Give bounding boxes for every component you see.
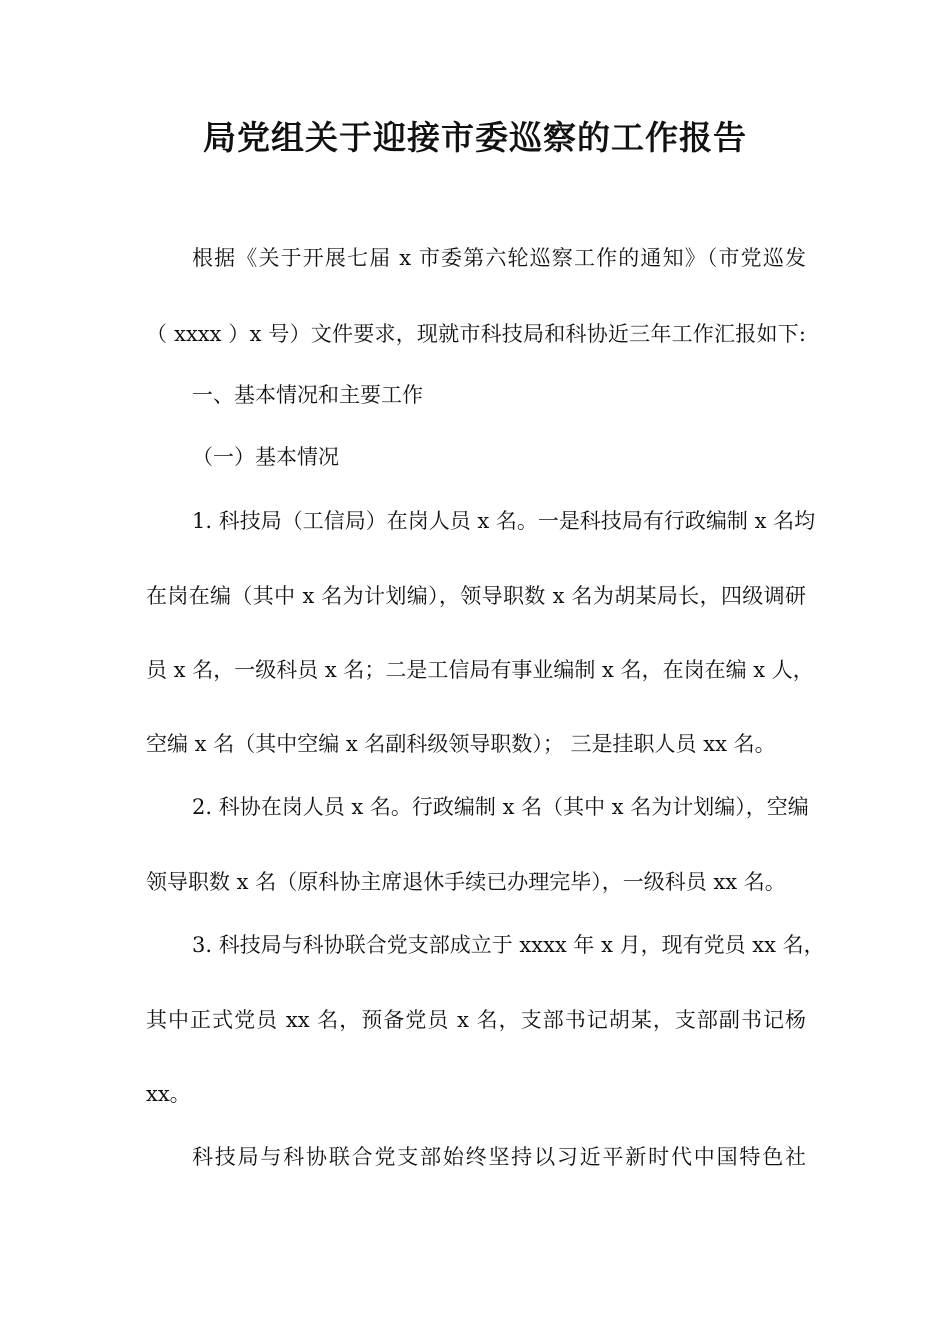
paragraph-line: 员 x 名，一级科员 x 名；二是工信局有事业编制 x 名，在岗在编 x 人， xyxy=(146,658,814,682)
paragraph-line: 其中正式党员 xx 名，预备党员 x 名，支部书记胡某，支部副书记杨 xyxy=(146,1008,806,1032)
paragraph-line: 3. 科技局与科协联合党支部成立于 xxxx 年 x 月，现有党员 xx 名， xyxy=(192,933,825,957)
paragraph-line: xx。 xyxy=(146,1082,191,1106)
paragraph-line: 在岗在编（其中 x 名为计划编），领导职数 x 名为胡某局长，四级调研 xyxy=(146,584,806,608)
paragraph-line: 领导职数 x 名（原科协主席退休手续已办理完毕），一级科员 xx 名。 xyxy=(146,870,786,894)
paragraph-line: 根据《关于开展七届 x 市委第六轮巡察工作的通知》（市党巡发 xyxy=(192,246,806,270)
paragraph-line: 空编 x 名（其中空编 x 名副科级领导职数）； 三是挂职人员 xx 名。 xyxy=(146,732,776,756)
subsection-heading: （一）基本情况 xyxy=(192,445,339,469)
section-heading: 一、基本情况和主要工作 xyxy=(192,383,423,407)
paragraph-line: （ xxxx ）x 号）文件要求，现就市科技局和科协近三年工作汇报如下: xyxy=(146,322,806,346)
paragraph-line: 2. 科协在岗人员 x 名。行政编制 x 名（其中 x 名为计划编），空编 xyxy=(192,795,809,819)
document-title: 局党组关于迎接市委巡察的工作报告 xyxy=(203,118,747,157)
paragraph-line: 1. 科技局（工信局）在岗人员 x 名。一是科技局有行政编制 x 名均 xyxy=(192,509,816,533)
paragraph-line: 科技局与科协联合党支部始终坚持以习近平新时代中国特色社 xyxy=(192,1145,806,1169)
